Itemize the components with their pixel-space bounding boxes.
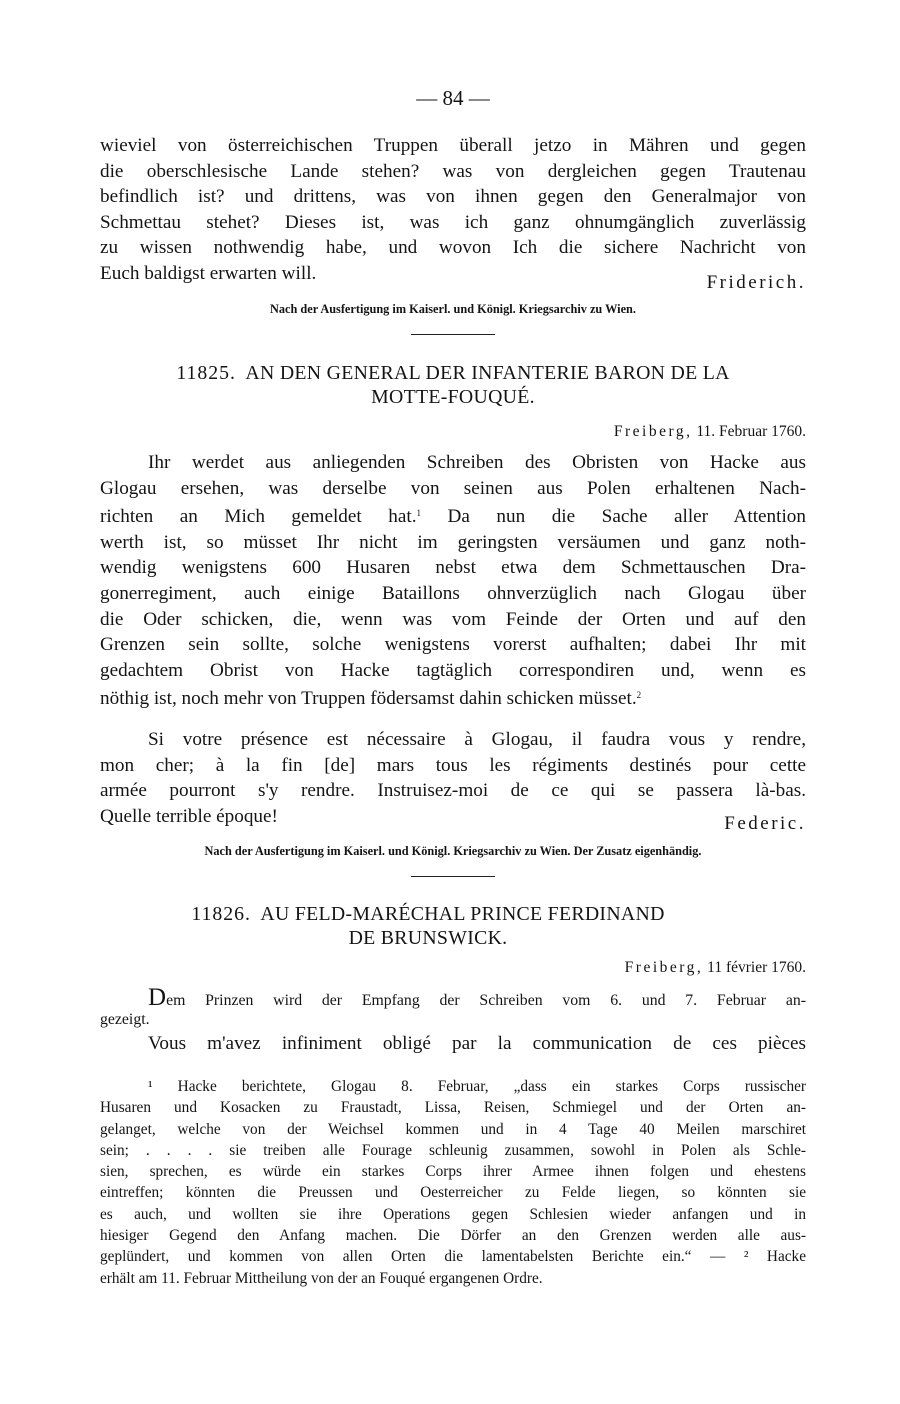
letter-number: 11825. (176, 362, 236, 384)
footnote-line: sein; . . . . sie treiben alle Fourage schleunig zusammen, sowohl in Polen als Schle- (100, 1141, 806, 1159)
footnotes (100, 1076, 806, 1289)
text-line: gedachtem Obrist von Hacke tagtäglich correspondiren und, wenn es (100, 659, 806, 681)
dateline (100, 959, 832, 977)
letter-heading-11826 (100, 902, 806, 950)
text-line: Grenzen sein sollte, solche wenigstens vorerst aufhalten; dabei Ihr mit (100, 634, 806, 656)
text-line: armée pourront s'y rendre. Instruisez-moi de ce qui se passera là-bas. (100, 780, 806, 802)
letter-title: AN DEN GENERAL DER INFANTERIE BARON DE LA (245, 362, 730, 384)
footnote-mark: 2 (636, 690, 642, 701)
letter-body-line: Vous m'avez infiniment obligé par la communication de ces pièces (148, 1033, 806, 1054)
text-line: wieviel von österreichischen Truppen überall jetzo in Mähren und gegen (100, 135, 806, 156)
letter-heading-11825 (100, 361, 806, 409)
source-note: Nach der Ausfertigung im Kaiserl. und Königl. Kriegsarchiv zu Wien. Der Zusatz eigenhändig. (204, 844, 702, 858)
text-line: Si votre présence est nécessaire à Glogau, il faudra vous y rendre, (148, 729, 806, 750)
footnote-line: es auch, und wollten sie ihre Operations gegen Schlesien wieder anfangen und in (100, 1205, 806, 1223)
text-segment: em Prinzen wird der Empfang der Schreiben vom 6. und 7. Februar an- (166, 992, 806, 1009)
text-segment: richten an Mich gemeldet hat. (100, 506, 417, 528)
text-line: mon cher; à la fin [de] mars tous les régiments destinés pour cette (100, 754, 806, 776)
text-line: Euch baldigst erwarten will. (100, 262, 317, 284)
letter-summary (100, 984, 806, 1029)
dateline-date: 11 février 1760. (707, 959, 806, 976)
signature-federic: Federic. (724, 813, 806, 834)
footnote-line: ¹ Hacke berichtete, Glogau 8. Februar, „dass ein starkes Corps russischer (148, 1078, 806, 1095)
section-divider (100, 334, 806, 335)
footnote-line: eintreffen; könnten die Preussen und Oesterreicher zu Felde liegen, so könnten sie (100, 1184, 806, 1202)
dateline (100, 423, 832, 441)
text-line: werth ist, so müsset Ihr nicht im geringsten versäumen und ganz noth- (100, 531, 806, 553)
dateline-date: 11. Februar 1760. (696, 423, 806, 440)
text-line: die Oder schicken, die, wenn was vom Feinde der Orten und auf den (100, 608, 806, 630)
text-line (100, 683, 806, 712)
letter-number: 11826. (191, 903, 251, 925)
text-line: die oberschlesische Lande stehen? was von dergleichen gegen Trautenau (100, 160, 806, 182)
text-segment: Da nun die Sache aller Attention (447, 506, 806, 528)
footnote-line: geplündert, und kommen von allen Orten die lamentabelsten Berichte ein.“ — ² Hacke (100, 1248, 806, 1266)
summary-line: gezeigt. (100, 1011, 150, 1028)
text-line: zu wissen nothwendig habe, und wovon Ich die sichere Nachricht von (100, 237, 806, 259)
continuation-text (100, 133, 806, 287)
letter-title: AU FELD-MARÉCHAL PRINCE FERDINAND (260, 903, 665, 925)
source-note: Nach der Ausfertigung im Kaiserl. und Königl. Kriegsarchiv zu Wien. (270, 302, 636, 316)
text-line: Schmettau stehet? Dieses ist, was ich ganz ohnumgänglich zuverlässig (100, 211, 806, 233)
footnote-line: Husaren und Kosacken zu Fraustadt, Lissa, Reisen, Schmiegel und der Orten an- (100, 1099, 806, 1117)
footnote-line: sien, sprechen, es würde ein starkes Corps ihrer Armee ihnen folgen und ehestens (100, 1163, 806, 1181)
letter-title-continued: DE BRUNSWICK. (348, 927, 508, 949)
page-number: — 84 — (416, 86, 490, 110)
signature-friderich: Friderich. (706, 272, 806, 293)
text-line: befindlich ist? und drittens, was von ihnen gegen den Generalmajor von (100, 186, 806, 208)
dateline-place: Freiberg, (613, 423, 693, 440)
footnote-line: hiesiger Gegend den Anfang machen. Die Dörfer an den Grenzen werden alle aus- (100, 1227, 806, 1245)
text-line: Quelle terrible époque! (100, 805, 278, 827)
footnote-line: gelanget, welche von der Weichsel kommen und in 4 Tage 40 Meilen marschiret (100, 1120, 806, 1138)
section-divider (100, 876, 806, 877)
letter-body-german (100, 450, 806, 712)
text-line: Glogau ersehen, was derselbe von seinen aus Polen erhaltenen Nach- (100, 477, 806, 499)
text-line: wendig wenigstens 600 Husaren nebst etwa dem Schmettauschen Dra- (100, 557, 806, 579)
summary-line (100, 984, 806, 1011)
text-line: Ihr werdet aus anliegenden Schreiben des Obristen von Hacke aus (148, 452, 806, 473)
dateline-place: Freiberg, (624, 959, 704, 976)
text-line (100, 501, 806, 530)
text-segment: nöthig ist, noch mehr von Truppen födersamst dahin schicken müsset. (100, 688, 637, 710)
letter-title-continued: MOTTE-FOUQUÉ. (371, 386, 535, 408)
footnote-line: erhält am 11. Februar Mittheilung von der an Fouqué ergangenen Ordre. (100, 1269, 543, 1287)
text-line: gonerregiment, auch einige Bataillons ohnverzüglich nach Glogau über (100, 582, 806, 604)
footnote-mark: 1 (416, 508, 421, 519)
initial-letter: D (148, 984, 167, 1011)
